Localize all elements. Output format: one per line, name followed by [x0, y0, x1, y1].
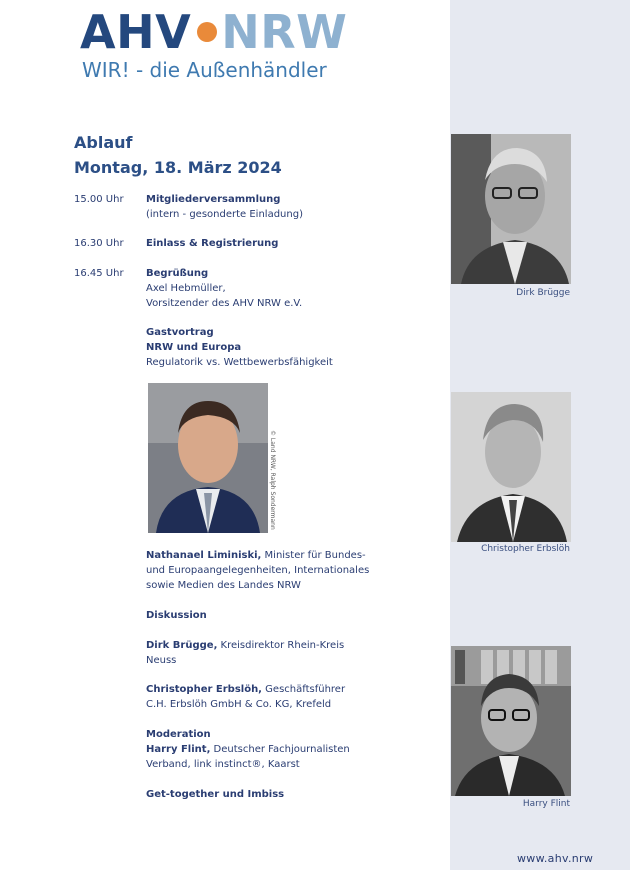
- speaker-name: Nathanael Liminiski,: [146, 550, 262, 561]
- item-title: Mitgliederversammlung: [146, 194, 281, 205]
- agenda-date: Montag, 18. März 2024: [74, 158, 282, 177]
- talk-label: Gastvortrag: [146, 327, 214, 338]
- logo-ahv: AHV: [80, 5, 192, 59]
- moderation: [146, 727, 386, 772]
- speaker-photo: [148, 383, 268, 533]
- agenda-item: [146, 236, 446, 251]
- item-detail: Axel Hebmüller,: [146, 283, 226, 294]
- website-link[interactable]: www.ahv.nrw: [517, 852, 594, 865]
- agenda-title: Ablauf: [74, 133, 133, 152]
- logo-dot: [197, 22, 217, 42]
- panelist: [146, 638, 366, 668]
- moderator-role: Deutscher Fachjournalisten: [210, 744, 350, 755]
- panelist: [146, 682, 386, 712]
- closing-item: Get-together und Imbiss: [146, 789, 285, 800]
- portrait-christopher-erbsloeh: [451, 392, 571, 542]
- agenda-item: [146, 192, 446, 222]
- item-title: Einlass & Registrierung: [146, 238, 279, 249]
- speaker-role: sowie Medien des Landes NRW: [146, 580, 301, 591]
- panelist-role: Neuss: [146, 655, 177, 666]
- panelist-role: C.H. Erbslöh GmbH & Co. KG, Krefeld: [146, 699, 332, 710]
- panelist-role: Geschäftsführer: [261, 684, 346, 695]
- item-detail: Vorsitzender des AHV NRW e.V.: [146, 298, 303, 309]
- caption-dirk-bruegge: Dirk Brügge: [516, 288, 570, 298]
- item-detail: (intern - gesonderte Einladung): [146, 209, 303, 220]
- portrait-harry-flint: [451, 646, 571, 796]
- guest-talk: [146, 325, 446, 370]
- portrait-dirk-bruegge: [451, 134, 571, 284]
- discussion-heading: Diskussion: [146, 610, 207, 621]
- panelist-name: Dirk Brügge,: [146, 640, 218, 651]
- logo-nrw: NRW: [221, 5, 348, 59]
- moderator-name: Harry Flint,: [146, 744, 211, 755]
- item-title: Begrüßung: [146, 268, 209, 279]
- speaker-role: Minister für Bundes-: [261, 550, 366, 561]
- panelist-role: Kreisdirektor Rhein-Kreis: [217, 640, 345, 651]
- time-label: 16.45 Uhr: [74, 268, 124, 279]
- panelist-name: Christopher Erbslöh,: [146, 684, 262, 695]
- ahv-nrw-logo: [80, 5, 348, 59]
- photo-credit: [269, 430, 280, 530]
- moderation-label: Moderation: [146, 729, 211, 740]
- speaker-description: [146, 548, 386, 593]
- tagline: WIR! - die Außenhändler: [82, 58, 327, 82]
- talk-topic: NRW und Europa: [146, 342, 242, 353]
- agenda-item: [146, 266, 446, 311]
- caption-christopher-erbsloeh: Christopher Erbslöh: [481, 544, 570, 554]
- time-label: 16.30 Uhr: [74, 238, 124, 249]
- photo-credit-text: © Land NRW, Ralph Sondermann: [269, 430, 276, 530]
- caption-harry-flint: Harry Flint: [522, 799, 570, 809]
- moderator-role: Verband, link instinct®, Kaarst: [146, 759, 300, 770]
- time-label: 15.00 Uhr: [74, 194, 124, 205]
- talk-subtitle: Regulatorik vs. Wettbewerbsfähigkeit: [146, 357, 333, 368]
- speaker-role: und Europaangelegenheiten, Internationales: [146, 565, 370, 576]
